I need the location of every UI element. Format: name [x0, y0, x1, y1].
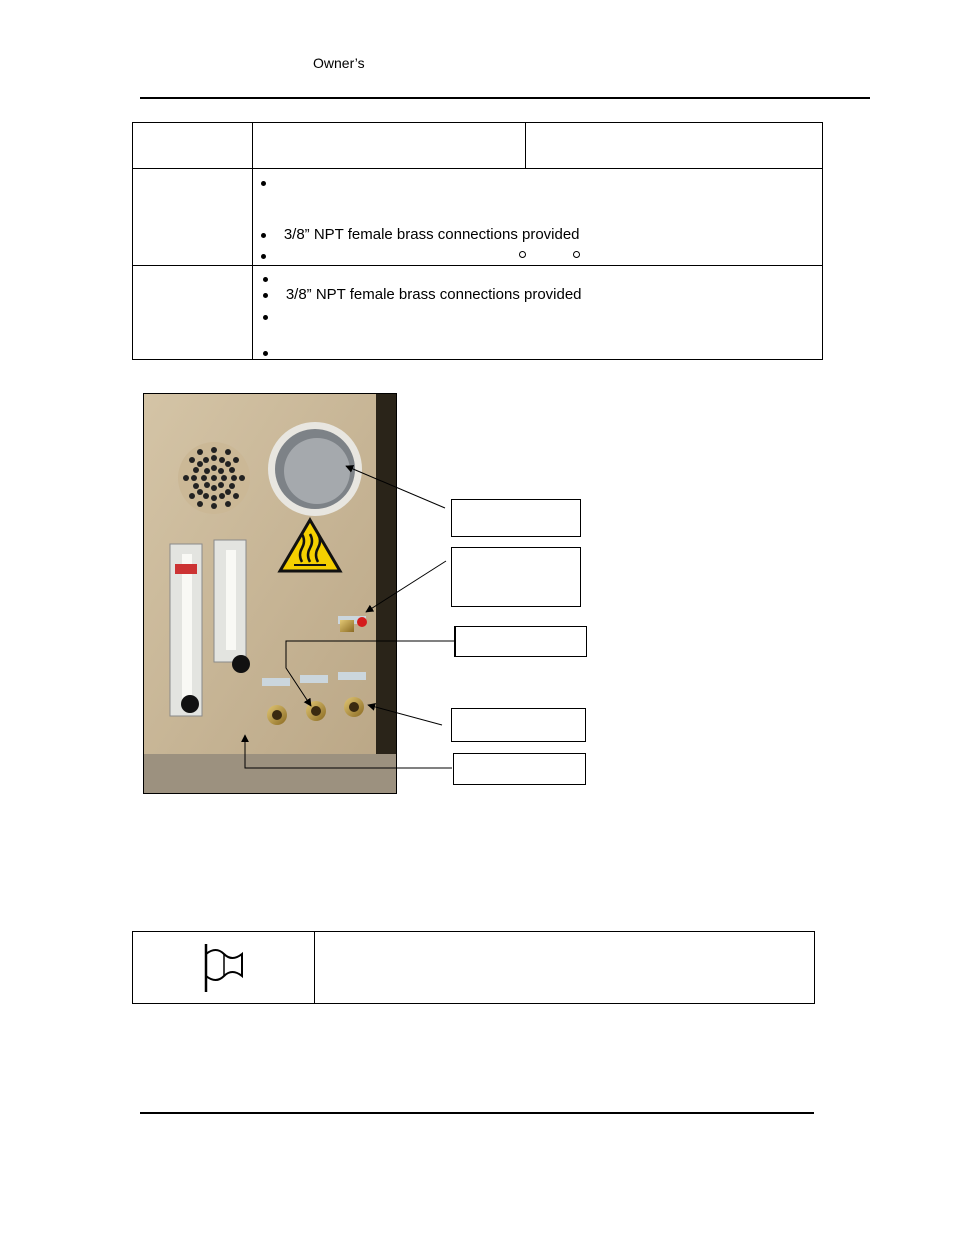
row-label-cell: [133, 266, 253, 360]
list-item-text: 3/8” NPT female brass connections provided: [285, 286, 582, 303]
header-rule: [140, 97, 870, 99]
vent-grille-icon: [178, 442, 250, 514]
callout-box-connection-left: [453, 753, 586, 785]
row-content-cell: [252, 169, 822, 266]
flag-icon: [201, 942, 245, 994]
callout-box-exhaust: [451, 499, 581, 537]
row-content-cell: [252, 266, 822, 360]
degree-symbol-icon: [519, 251, 526, 258]
exhaust-port-icon: [268, 422, 362, 516]
header-cell-1: [133, 123, 253, 169]
panel-illustration: [144, 394, 396, 793]
list-item-text: 3/8” NPT female brass connections provided: [283, 226, 580, 243]
list-item: [261, 174, 284, 191]
degree-symbol-icon: [573, 251, 580, 258]
flowmeter-right-icon: [214, 540, 250, 673]
page-header-title: Owner’s: [313, 55, 365, 71]
callout-box-connection-right: [451, 708, 586, 742]
table-row: [133, 266, 823, 360]
list-item: [263, 286, 582, 303]
header-cell-2: [252, 123, 526, 169]
list-item: [263, 344, 286, 361]
callout-box-gas-inlet: [451, 547, 581, 607]
callout-box-connection-middle: [454, 626, 587, 657]
flowmeter-left-icon: [170, 544, 202, 716]
footer-rule: [140, 1112, 814, 1114]
list-item: [263, 308, 286, 325]
equipment-panel-photo: [143, 393, 397, 794]
bullet-list: [253, 169, 822, 265]
note-box: [132, 931, 815, 1004]
table-row: [133, 169, 823, 266]
list-item: [261, 226, 580, 243]
list-item: [263, 270, 286, 287]
header-cell-3: [526, 123, 823, 169]
list-item: [261, 247, 284, 264]
row-label-cell: [133, 169, 253, 266]
bullet-list: [253, 266, 822, 359]
table-header-row: [133, 123, 823, 169]
note-divider: [314, 932, 315, 1003]
spec-table: [132, 122, 823, 360]
